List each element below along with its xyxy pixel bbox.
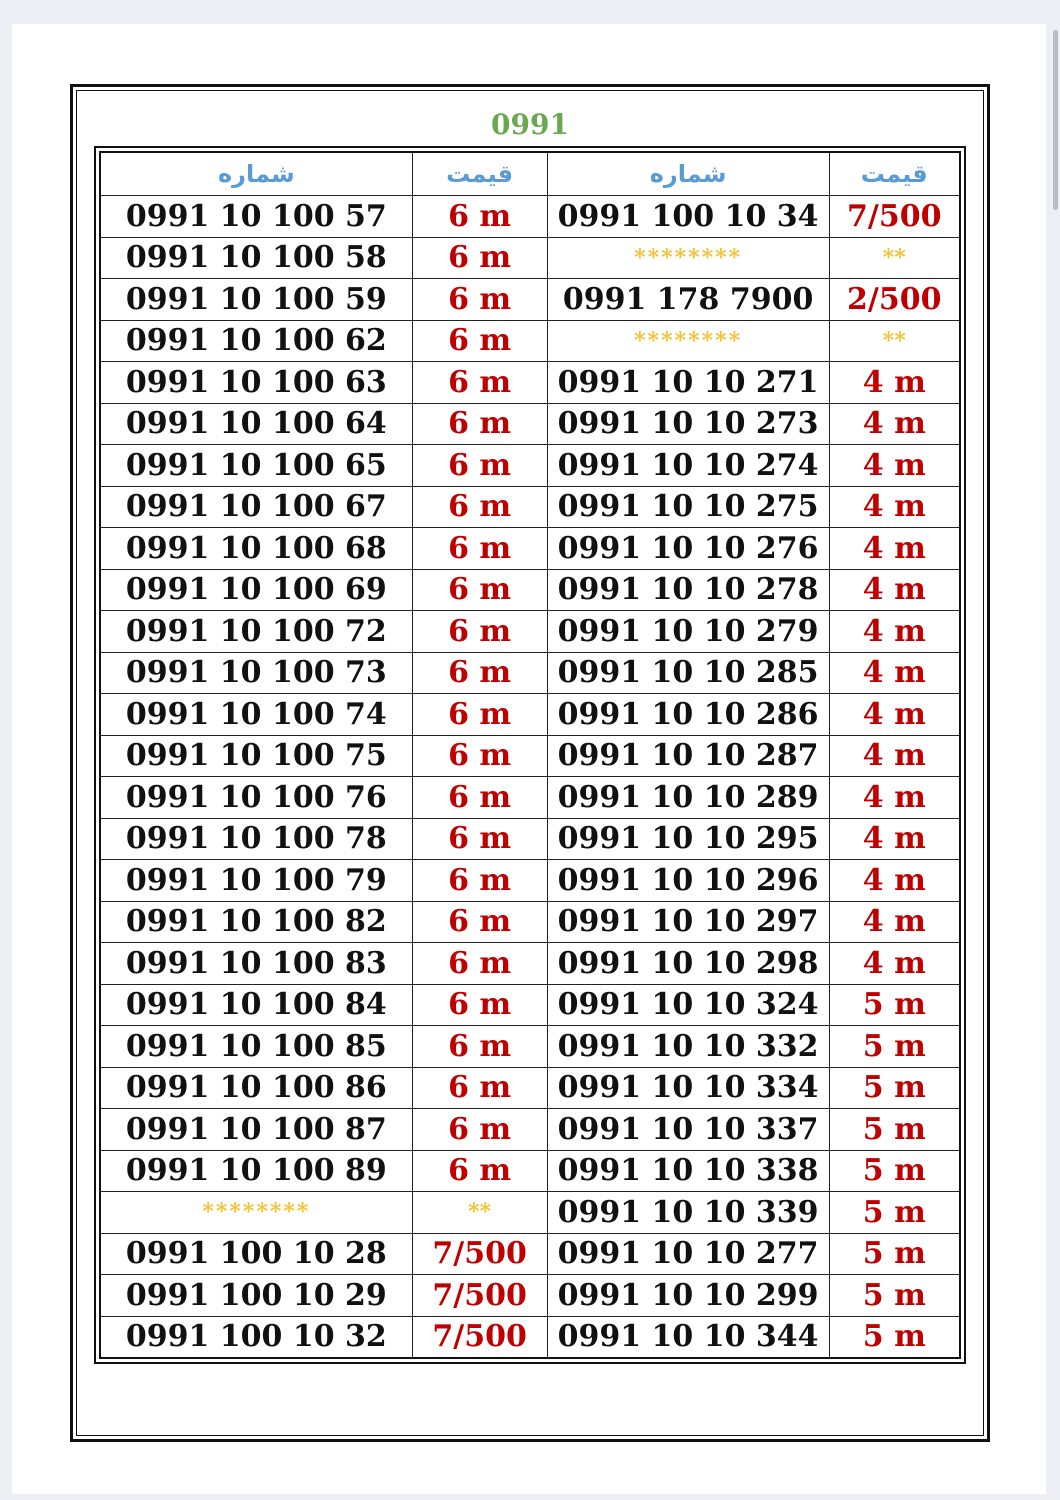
right-price-cell: 4 m <box>829 818 960 860</box>
table-row <box>100 1109 960 1151</box>
header-number-left: شماره <box>100 152 412 196</box>
left-number-cell: 0991 10 100 89 <box>100 1150 412 1192</box>
right-price-cell: 5 m <box>829 1109 960 1151</box>
left-number-cell: 0991 10 100 57 <box>100 196 412 238</box>
table-row <box>100 901 960 943</box>
right-price-cell: 5 m <box>829 1233 960 1275</box>
left-price-cell: 6 m <box>412 943 547 985</box>
table-row <box>100 735 960 777</box>
right-price-cell: 4 m <box>829 611 960 653</box>
right-number-cell: 0991 10 10 337 <box>547 1109 829 1151</box>
left-price-cell: 6 m <box>412 569 547 611</box>
table-row <box>100 1192 960 1234</box>
table-row <box>100 237 960 279</box>
right-price-cell: 5 m <box>829 1150 960 1192</box>
left-number-cell: 0991 10 100 58 <box>100 237 412 279</box>
left-price-cell: 7/500 <box>412 1233 547 1275</box>
table-row <box>100 528 960 570</box>
left-price-cell: 6 m <box>412 735 547 777</box>
left-price-cell: 6 m <box>412 279 547 321</box>
price-table-wrapper <box>94 146 966 1364</box>
table-body <box>100 196 960 1359</box>
left-number-cell: ******** <box>100 1192 412 1234</box>
right-number-cell: 0991 10 10 298 <box>547 943 829 985</box>
left-number-cell: 0991 10 100 59 <box>100 279 412 321</box>
left-price-cell: 6 m <box>412 1150 547 1192</box>
left-price-cell: 6 m <box>412 320 547 362</box>
right-price-cell: 4 m <box>829 860 960 902</box>
right-price-cell: 4 m <box>829 943 960 985</box>
header-number-right: شماره <box>547 152 829 196</box>
table-row <box>100 196 960 238</box>
right-price-cell: 2/500 <box>829 279 960 321</box>
left-price-cell: 6 m <box>412 196 547 238</box>
left-number-cell: 0991 10 100 76 <box>100 777 412 819</box>
right-number-cell: ******** <box>547 237 829 279</box>
table-row <box>100 1026 960 1068</box>
left-price-cell: 6 m <box>412 611 547 653</box>
left-price-cell: 6 m <box>412 694 547 736</box>
right-price-cell: 5 m <box>829 1192 960 1234</box>
table-row <box>100 777 960 819</box>
header-price-left: قیمت <box>412 152 547 196</box>
right-price-cell: 4 m <box>829 403 960 445</box>
right-number-cell: 0991 10 10 295 <box>547 818 829 860</box>
left-number-cell: 0991 10 100 72 <box>100 611 412 653</box>
table-row <box>100 445 960 487</box>
right-number-cell: 0991 10 10 276 <box>547 528 829 570</box>
left-number-cell: 0991 10 100 83 <box>100 943 412 985</box>
table-row <box>100 320 960 362</box>
table-row <box>100 611 960 653</box>
left-price-cell: 6 m <box>412 652 547 694</box>
left-price-cell: ** <box>412 1192 547 1234</box>
right-price-cell: 7/500 <box>829 196 960 238</box>
table-row <box>100 860 960 902</box>
left-number-cell: 0991 100 10 29 <box>100 1275 412 1317</box>
table-row <box>100 569 960 611</box>
left-price-cell: 7/500 <box>412 1316 547 1358</box>
right-price-cell: 4 m <box>829 735 960 777</box>
left-number-cell: 0991 10 100 62 <box>100 320 412 362</box>
right-number-cell: 0991 10 10 344 <box>547 1316 829 1358</box>
table-row <box>100 403 960 445</box>
left-price-cell: 7/500 <box>412 1275 547 1317</box>
table-row <box>100 1067 960 1109</box>
header-price-right: قیمت <box>829 152 960 196</box>
table-row <box>100 652 960 694</box>
left-number-cell: 0991 10 100 84 <box>100 984 412 1026</box>
right-number-cell: 0991 10 10 334 <box>547 1067 829 1109</box>
right-number-cell: 0991 10 10 286 <box>547 694 829 736</box>
right-number-cell: 0991 10 10 339 <box>547 1192 829 1234</box>
left-price-cell: 6 m <box>412 1026 547 1068</box>
left-price-cell: 6 m <box>412 528 547 570</box>
left-number-cell: 0991 10 100 65 <box>100 445 412 487</box>
table-row <box>100 486 960 528</box>
right-price-cell: 4 m <box>829 901 960 943</box>
right-number-cell: 0991 10 10 278 <box>547 569 829 611</box>
right-price-cell: 4 m <box>829 694 960 736</box>
left-number-cell: 0991 100 10 28 <box>100 1233 412 1275</box>
left-price-cell: 6 m <box>412 860 547 902</box>
table-row <box>100 279 960 321</box>
left-number-cell: 0991 10 100 68 <box>100 528 412 570</box>
right-price-cell: 5 m <box>829 984 960 1026</box>
left-number-cell: 0991 10 100 82 <box>100 901 412 943</box>
page-title: 0991 <box>491 108 569 141</box>
left-price-cell: 6 m <box>412 901 547 943</box>
right-price-cell: ** <box>829 237 960 279</box>
table-row <box>100 694 960 736</box>
left-number-cell: 0991 10 100 75 <box>100 735 412 777</box>
price-table <box>99 151 961 1359</box>
left-price-cell: 6 m <box>412 403 547 445</box>
table-row <box>100 984 960 1026</box>
table-row <box>100 1275 960 1317</box>
left-number-cell: 0991 10 100 67 <box>100 486 412 528</box>
right-price-cell: 4 m <box>829 362 960 404</box>
left-price-cell: 6 m <box>412 362 547 404</box>
right-number-cell: 0991 10 10 271 <box>547 362 829 404</box>
table-row <box>100 1150 960 1192</box>
right-price-cell: 4 m <box>829 777 960 819</box>
right-number-cell: 0991 10 10 279 <box>547 611 829 653</box>
left-number-cell: 0991 10 100 73 <box>100 652 412 694</box>
right-price-cell: 4 m <box>829 569 960 611</box>
left-price-cell: 6 m <box>412 818 547 860</box>
right-number-cell: 0991 10 10 287 <box>547 735 829 777</box>
table-row <box>100 943 960 985</box>
right-number-cell: 0991 10 10 285 <box>547 652 829 694</box>
left-number-cell: 0991 10 100 64 <box>100 403 412 445</box>
right-price-cell: 4 m <box>829 445 960 487</box>
right-number-cell: 0991 10 10 324 <box>547 984 829 1026</box>
left-number-cell: 0991 10 100 78 <box>100 818 412 860</box>
left-number-cell: 0991 10 100 69 <box>100 569 412 611</box>
right-price-cell: 5 m <box>829 1275 960 1317</box>
left-number-cell: 0991 100 10 32 <box>100 1316 412 1358</box>
left-number-cell: 0991 10 100 87 <box>100 1109 412 1151</box>
table-row <box>100 1233 960 1275</box>
right-price-cell: 4 m <box>829 486 960 528</box>
right-number-cell: 0991 10 10 296 <box>547 860 829 902</box>
right-price-cell: 5 m <box>829 1316 960 1358</box>
right-number-cell: 0991 10 10 338 <box>547 1150 829 1192</box>
table-row <box>100 1316 960 1358</box>
right-price-cell: 5 m <box>829 1026 960 1068</box>
right-number-cell: 0991 10 10 274 <box>547 445 829 487</box>
right-price-cell: 5 m <box>829 1067 960 1109</box>
left-number-cell: 0991 10 100 86 <box>100 1067 412 1109</box>
right-price-cell: 4 m <box>829 528 960 570</box>
right-number-cell: 0991 10 10 273 <box>547 403 829 445</box>
left-price-cell: 6 m <box>412 984 547 1026</box>
table-row <box>100 362 960 404</box>
table-header-row <box>100 152 960 196</box>
right-number-cell: 0991 178 7900 <box>547 279 829 321</box>
right-number-cell: 0991 10 10 277 <box>547 1233 829 1275</box>
left-price-cell: 6 m <box>412 1067 547 1109</box>
right-price-cell: ** <box>829 320 960 362</box>
left-number-cell: 0991 10 100 63 <box>100 362 412 404</box>
table-row <box>100 818 960 860</box>
right-number-cell: 0991 10 10 275 <box>547 486 829 528</box>
right-number-cell: 0991 10 10 289 <box>547 777 829 819</box>
left-number-cell: 0991 10 100 85 <box>100 1026 412 1068</box>
left-number-cell: 0991 10 100 74 <box>100 694 412 736</box>
right-number-cell: 0991 10 10 297 <box>547 901 829 943</box>
right-number-cell: ******** <box>547 320 829 362</box>
left-price-cell: 6 m <box>412 237 547 279</box>
left-price-cell: 6 m <box>412 486 547 528</box>
left-number-cell: 0991 10 100 79 <box>100 860 412 902</box>
left-price-cell: 6 m <box>412 1109 547 1151</box>
left-price-cell: 6 m <box>412 445 547 487</box>
right-number-cell: 0991 10 10 332 <box>547 1026 829 1068</box>
left-price-cell: 6 m <box>412 777 547 819</box>
right-price-cell: 4 m <box>829 652 960 694</box>
right-number-cell: 0991 10 10 299 <box>547 1275 829 1317</box>
right-number-cell: 0991 100 10 34 <box>547 196 829 238</box>
